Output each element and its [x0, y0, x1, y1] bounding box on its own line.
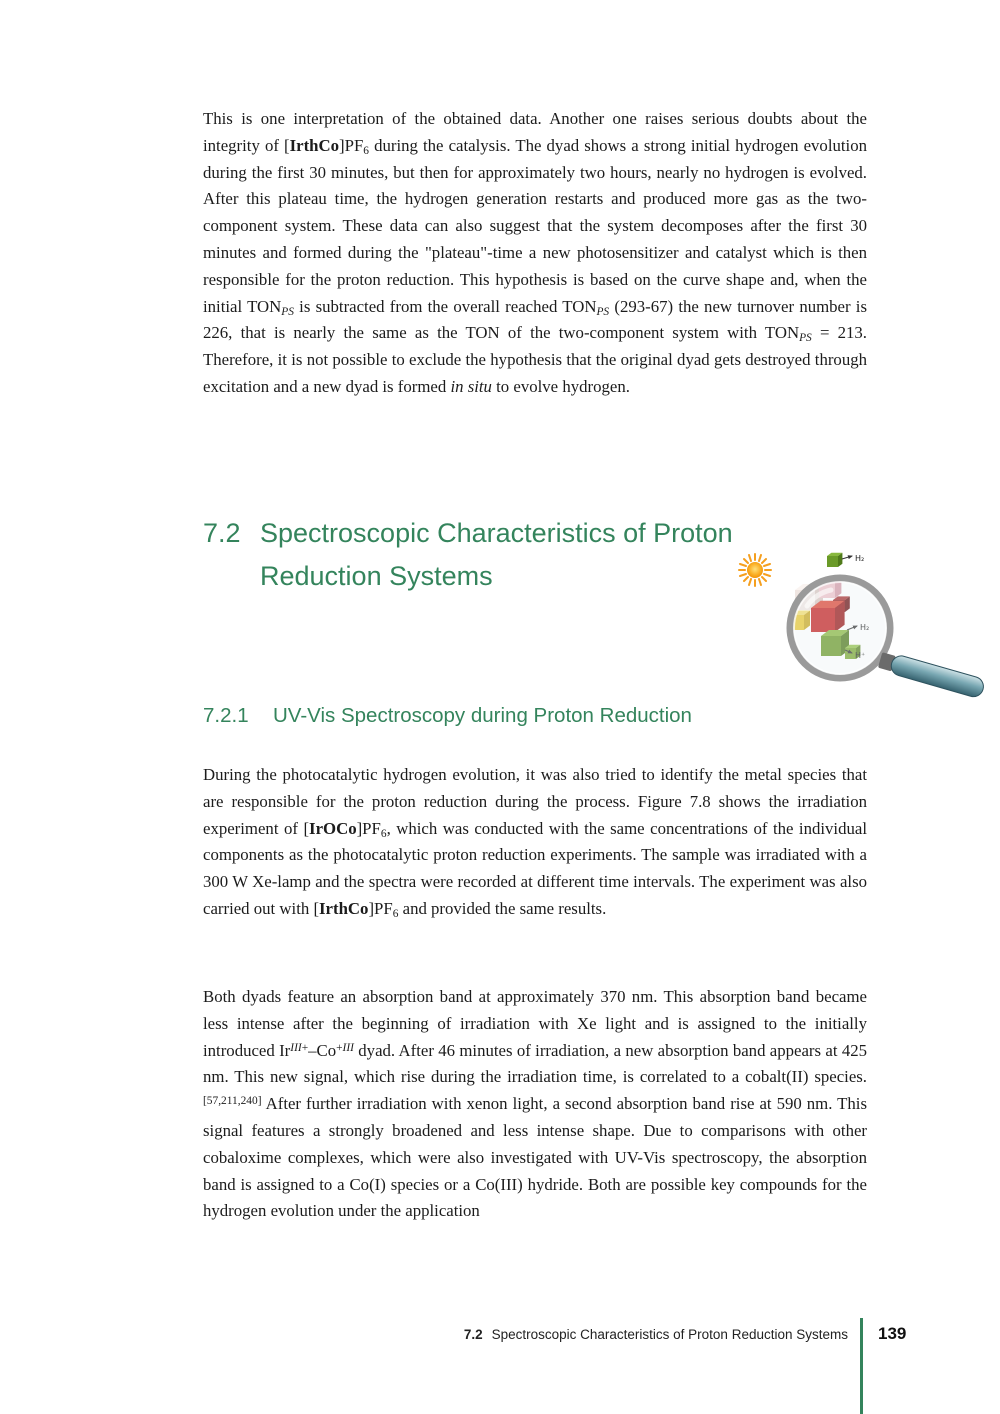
product-cube-icon: [827, 553, 842, 567]
page-number: 139: [878, 1324, 907, 1343]
sun-icon: [739, 554, 771, 586]
footer-section-title: Spectroscopic Characteristics of Proton Reduction Systems: [491, 1327, 848, 1342]
section-number: 7.2: [203, 518, 241, 548]
magnifier-icon: [790, 578, 986, 699]
footer-accent-line: [860, 1318, 863, 1414]
paragraph-interpretation: This is one interpretation of the obtained data. Another one raises serious doubts about the integrity of $[IrthCo]PF_6$ during the catalysis. The dyad shows a strong initial hydrogen evolution during the first 30 minutes, but then for approximately two hours, nearly no hydrogen is evolved. After this plateau time, the hydrogen generation restarts and produced more gas as the two-component system. These data can also suggest that the system decomposes after the first 30 minutes and formed during the "plateau"-time a new photosensitizer and catalyst which is then responsible for the proton reduction. This hypothesis is based on the curve shape and, when the initial $TON_{PS}$ is subtracted from the overall reached $TON_{PS}$ (293-67) the new turnover number is 226, that is nearly the same as the TON of the two-component system with $TON_{PS} = 213$. Therefore, it is not possible to exclude the hypothesis that the original dyad gets destroyed through excitation and a new dyad is formed in situ to evolve hydrogen.: [203, 109, 868, 396]
subsection-number: 7.2.1: [203, 704, 249, 727]
paragraph-uvvis-experiment: During the photocatalytic hydrogen evolution, it was also tried to identify the metal species that are responsible for the proton reduction during the process. Figure 7.8 shows the irradiation experiment of $[IrOCo]PF_6$, which was conducted with the same concentrations of the individual components as the photocatalytic proton reduction experiments. The sample was irradiated with a 300 W Xe-lamp and the spectra were recorded at different time intervals. The experiment was also carried out with $[IrthCo]PF_6$ and provided the same results.: [203, 765, 867, 920]
subsection-heading: [203, 701, 692, 731]
footer-running-title: [464, 1327, 848, 1342]
magnifier-illustration: [735, 520, 995, 760]
section-title: Spectroscopic Characteristics of Proton Reduction Systems: [260, 518, 733, 591]
paragraph-absorption-bands: Both dyads feature an absorption band at approximately 370 nm. This absorption band became less intense after the beginning of irradiation with Xe light and is assigned to the initially introduced $Ir^{III+}-Co^{+III}$ dyad. After 46 minutes of irradiation, a new absorption band appears at 425 nm. This new signal, which rise during the irradiation time, is correlated to a cobalt(II) species.[57,211,240] After further irradiation with xenon light, a second absorption band rise at 590 nm. This signal features a strongly broadened and less intense shape. Due to comparisons with other cobaloxime complexes, which were also investigated with UV-Vis spectroscopy, the absorption band is assigned to a Co(I) species or a Co(III) hydride. Both are possible key compounds for the hydrogen evolution under the application: [203, 987, 867, 1221]
footer-section-number: 7.2: [463, 1327, 483, 1342]
subsection-title: UV-Vis Spectroscopy during Proton Reduction: [273, 704, 692, 727]
h2-arrow-top: [842, 556, 852, 559]
section-heading: [203, 512, 780, 598]
h2-label-top: H₂: [855, 554, 865, 563]
